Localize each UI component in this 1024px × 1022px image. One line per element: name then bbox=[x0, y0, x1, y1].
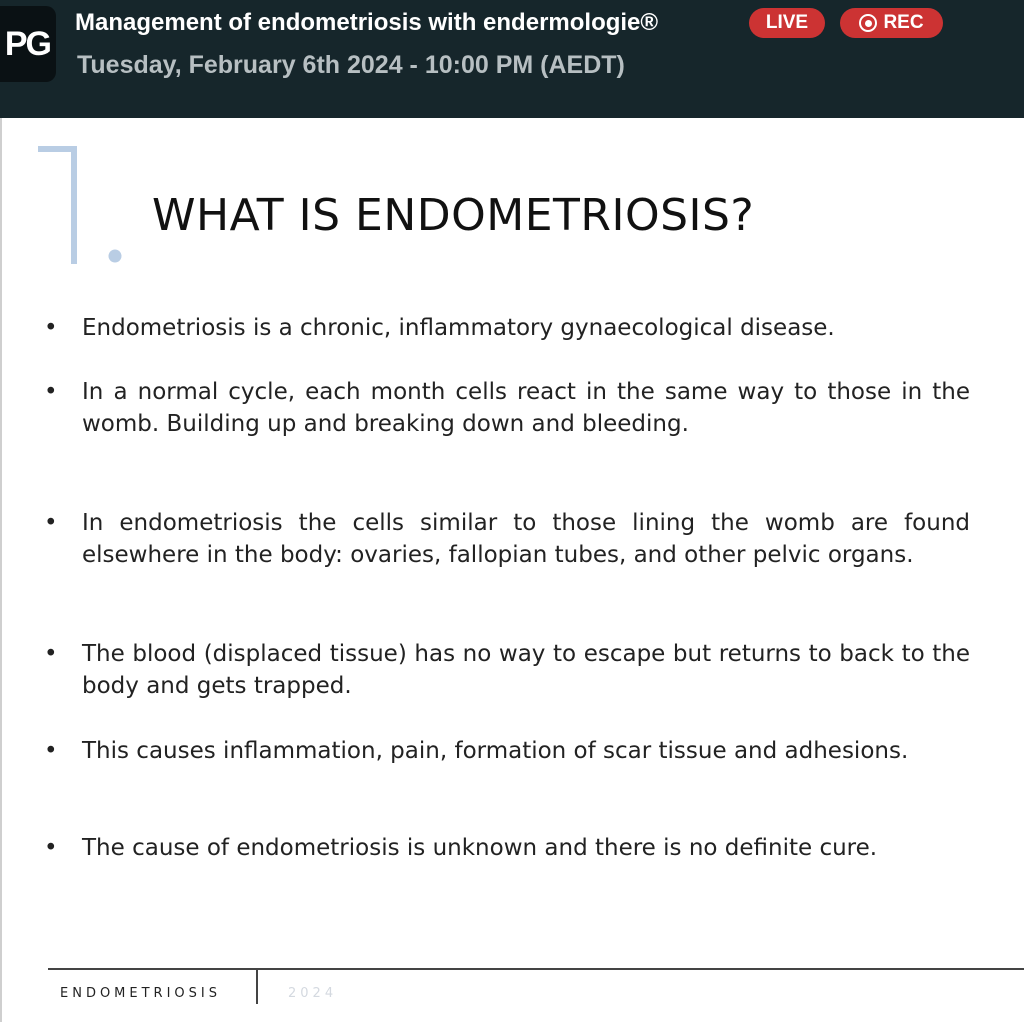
slide-title: WHAT IS ENDOMETRIOSIS? bbox=[152, 190, 755, 241]
brand-logo: PG bbox=[0, 6, 56, 82]
footer-year: 2024 bbox=[288, 986, 338, 1001]
footer-separator bbox=[256, 970, 258, 1004]
webinar-datetime: Tuesday, February 6th 2024 - 10:00 PM (AEDT) bbox=[77, 51, 625, 79]
footer-label: ENDOMETRIOSIS bbox=[60, 986, 221, 1001]
record-icon bbox=[859, 14, 877, 32]
bullet-item: • In endometriosis the cells similar to those lining the womb are found elsewhere in the body: ovaries, fallopian tubes, and other pelvic organs. bbox=[82, 507, 970, 571]
webinar-header bbox=[0, 0, 1024, 118]
rec-badge-label: REC bbox=[883, 12, 924, 33]
bullet-item: • The cause of endometriosis is unknown and there is no definite cure. bbox=[82, 832, 970, 864]
live-badge bbox=[749, 8, 825, 38]
numeral-one-icon bbox=[36, 146, 126, 286]
presentation-slide bbox=[0, 118, 1024, 1022]
bullet-item: • The blood (displaced tissue) has no way to escape but returns to back to the body and gets trapped. bbox=[82, 638, 970, 702]
live-badge-label: LIVE bbox=[765, 12, 809, 33]
webinar-title: Management of endometriosis with endermologie® bbox=[75, 9, 659, 36]
bullet-item: • In a normal cycle, each month cells react in the same way to those in the womb. Building up and breaking down and bleeding. bbox=[82, 376, 970, 440]
bullet-item: • This causes inflammation, pain, formation of scar tissue and adhesions. bbox=[82, 735, 970, 767]
rec-badge bbox=[840, 8, 943, 38]
footer-divider bbox=[48, 968, 1024, 970]
bullet-item: • Endometriosis is a chronic, inflammatory gynaecological disease. bbox=[82, 312, 970, 344]
